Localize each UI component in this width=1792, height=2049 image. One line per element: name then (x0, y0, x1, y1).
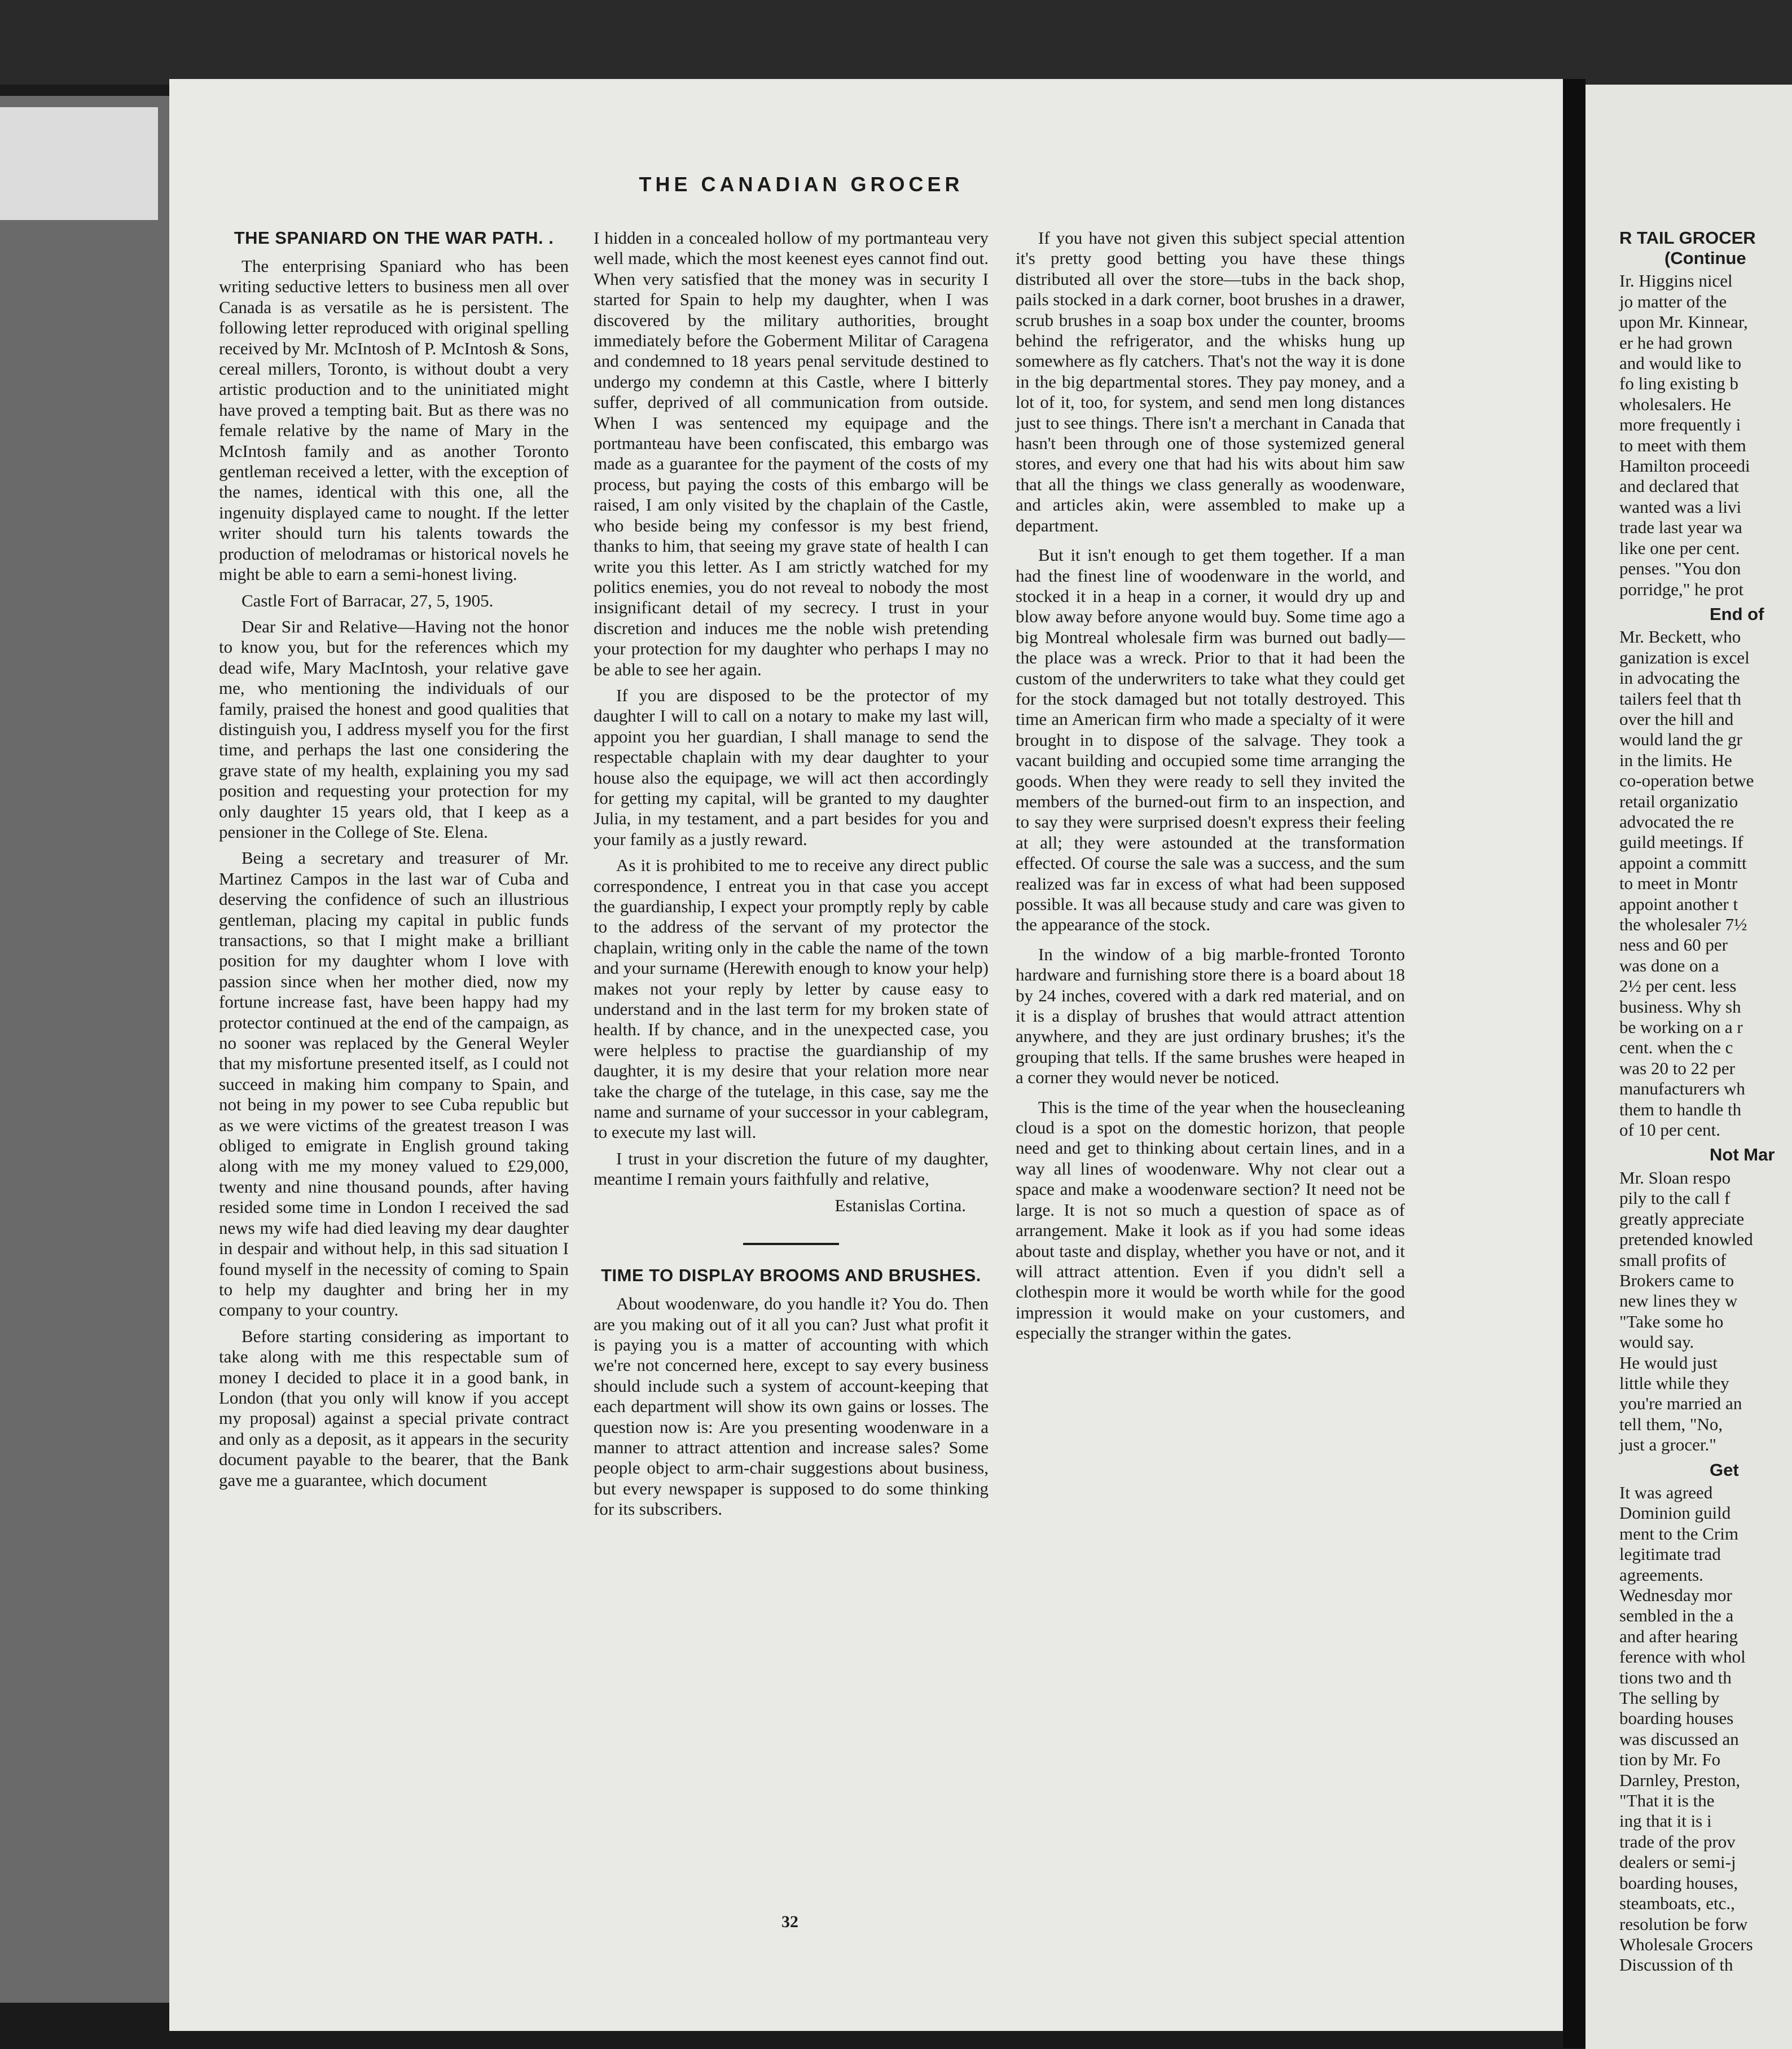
section-heading-not-married: Not Mar (1710, 1145, 1775, 1165)
right-page-text-line: was done on a (1619, 955, 1719, 975)
right-page-text-line: you're married an (1619, 1393, 1742, 1414)
right-page-text-line: wholesalers. He (1619, 394, 1731, 414)
right-page-text-line: agreements. (1619, 1564, 1703, 1585)
right-page-text-line: was discussed an (1619, 1729, 1739, 1749)
right-page-text-line: jo matter of the (1619, 291, 1727, 311)
right-page-text-line: "Take some ho (1619, 1311, 1724, 1331)
right-page-text-line: the wholesaler 7½ (1619, 914, 1747, 934)
right-page-text-line: ness and 60 per (1619, 935, 1728, 955)
brooms-article-title: TIME TO DISPLAY BROOMS AND BRUSHES. (601, 1265, 981, 1286)
brooms-paragraph-1: About woodenware, do you handle it? You do. Then are you making out of it all you can? Just what profit it is paying you is a matter of accounting with which we're not concerned here, except to say every business should include such a system of account-keeping that each department will show its own gains or losses. The question now is: Are you presenting woodenware in a manner to attract attention and increase sales? Some people object to arm-chair suggestions about business, but every newspaper is supposed to do some thinking for its subscribers. (594, 1294, 989, 1519)
right-page-text-line: was 20 to 22 per (1619, 1058, 1735, 1078)
letter-paragraph-4: If you are disposed to be the protector of my daughter I will to call on a notary to make my last will, appoint you her guardian, I shall manage to send the respectable chaplain with my dear daughter to your house also the equipage, we will act then accordingly for getting my capital, will be granted to my daughter Julia, in my testament, and a part besides for you and your family as a justly reward. (594, 685, 989, 849)
right-page-text-line: cent. when the c (1619, 1037, 1733, 1058)
right-page-text-line: just a grocer." (1619, 1435, 1716, 1455)
section-divider-rule (743, 1243, 839, 1245)
right-page-text-line: of 10 per cent. (1619, 1120, 1721, 1140)
right-page-text-line: fo ling existing b (1619, 373, 1738, 394)
brooms-paragraph-3: But it isn't enough to get them together. If a man had the finest line of woodenware in the world, and stocked it in a heap in a corner, it would dry up and blow away before anyone would buy. Some time ago a big Montreal wholesale firm was burned out badly—the place was a wreck. Prior to that it had been the custom of the underwriters to take what they could get for the stock damaged but not totally destroyed. This time an American firm who made a specialty of it were brought in to dispose of the salvage. They took a vacant building and occupied some time arranging the goods. When they were ready to sell they invited the members of the burned-out firm to an inspection, and to say they were surprised doesn't express their feeling at all; they were astounded at the transformation effected. Of course the sale was a success, and the sum realized was far in excess of what had been supposed possible. It was all because study and care was given to the appearance of the stock. (1016, 545, 1405, 935)
right-page-text-line: trade of the prov (1619, 1831, 1736, 1852)
right-text-block-a (1619, 271, 1792, 600)
right-page-text-line: Hamilton proceedi (1619, 456, 1750, 476)
page-edge-stack (0, 107, 158, 220)
right-page-text-line: tion by Mr. Fo (1619, 1749, 1721, 1770)
right-page-text-line: "That it is the (1619, 1791, 1715, 1811)
right-page-text-line: Brokers came to (1619, 1270, 1734, 1290)
section-heading-end: End of (1710, 604, 1764, 624)
right-page-text-line: tions two and th (1619, 1667, 1732, 1687)
right-page-text-line: The selling by (1619, 1688, 1720, 1708)
letter-dateline: Castle Fort of Barracar, 27, 5, 1905. (241, 590, 494, 610)
right-page-text-line: guild meetings. If (1619, 832, 1743, 852)
right-page-text-line: retail organizatio (1619, 791, 1738, 811)
right-page-text-line: boarding houses, (1619, 1872, 1738, 1893)
retail-grocer-subtitle: (Continue (1664, 248, 1746, 268)
right-page-text-line: greatly appreciate (1619, 1208, 1745, 1229)
spaniard-article-title: THE SPANIARD ON THE WAR PATH. . (234, 228, 554, 248)
right-page-text-line: tell them, "No, (1619, 1414, 1723, 1434)
right-text-block-c (1619, 1168, 1792, 1456)
right-page-text-line: 2½ per cent. less (1619, 976, 1737, 996)
right-page-text-line: ference with whol (1619, 1647, 1746, 1667)
brooms-paragraph-2: If you have not given this subject special attention it's pretty good betting you have these things distributed all over the store—tubs in the back shop, pails stocked in a dark corner, boot brushes in a drawer, scrub brushes in a soap box under the counter, brooms behind the refrigerator, and the whisks hung up somewhere as fly catchers. That's not the way it is done in the big departmental stores. They pay money, and a lot of it, too, for system, and send men long distances just to see things. There isn't a merchant in Canada that hasn't been through one of those systemized general stores, and every one that had his wits about him saw that all the things we class generally as woodenware, and articles akin, were assembled to make up a department. (1016, 228, 1405, 535)
right-page-text-line: new lines they w (1619, 1291, 1738, 1311)
right-page-text-line: more frequently i (1619, 415, 1741, 435)
right-text-block-b (1619, 627, 1792, 1140)
right-page-text-line: little while they (1619, 1373, 1729, 1393)
right-page-text-line: Dominion guild (1619, 1503, 1731, 1523)
letter-paragraph-1: Dear Sir and Relative—Having not the honor to know you, but for the references which my dead wife, Mary MacIntosh, your relative gave me, who mentioning the individuals of our family, praised the honest and good qualities that distinguish you, I address myself you for the first time, and perhaps the last one considering the grave state of my health, explaining you my sad position and requesting your protection for my only daughter 15 years old, that I keep as a pensioner in the College of Ste. Elena. (219, 616, 569, 842)
letter-paragraph-2: Being a secretary and treasurer of Mr. Martinez Campos in the last war of Cuba and deserving the confidence of such an illustrious gentleman, placing my capital in public funds transactions, so that I might make a brilliant position for my daughter whom I love with passion since when her mother died, now my fortune increase fast, have been happy had my protector continued at the end of the campaign, as no sooner was replaced by the General Weyler that my misfortune presented itself, as I could not succeed in making him company to Spain, and not being in my power to see Cuba republic but as we were victims of the greatest treason I was obliged to emigrate in English ground taking along with me my money valued to £29,000, twenty and nine thousand pounds, after having resided some time in London I received the sad news my wife had died leaving my dear daughter in despair and without help, in this sad situation I found myself in the necessity of coming to Spain to help my daughter and bring her in my company to your country. (219, 848, 569, 1320)
right-page-text-line: manufacturers wh (1619, 1079, 1745, 1099)
right-page-text-line: and declared that (1619, 476, 1739, 496)
right-page-text-line: in advocating the (1619, 668, 1740, 688)
right-page-text-line: to meet in Montr (1619, 873, 1738, 894)
right-page-text-line: to meet with them (1619, 435, 1746, 455)
spaniard-intro: The enterprising Spaniard who has been writing seductive letters to business men all over Canada is as versatile as he is persistent. The following letter reproduced with original spelling received by Mr. McIntosh of P. McIntosh & Sons, cereal millers, Toronto, is without doubt a very artistic production and to the uninitiated might have proved a tempting bait. But as there was no female relative by the name of Mary in the McIntosh family and as another Toronto gentleman received a letter, with the exception of the names, identical with this one, all the ingenuity displayed came to nought. If the letter writer should turn his talents towards the production of melodramas or historical novels he might be able to earn a semi-honest living. (219, 256, 569, 584)
right-page-text-line: upon Mr. Kinnear, (1619, 312, 1748, 332)
right-page-text-line: over the hill and (1619, 709, 1734, 729)
column-1 (219, 228, 569, 1490)
right-page-text-line: would say. (1619, 1332, 1694, 1352)
right-page-text-line: porridge," he prot (1619, 579, 1744, 599)
letter-closing: I trust in your discretion the future of my daughter, meantime I remain yours faithfully and relative, (594, 1148, 989, 1189)
right-page-text-line: It was agreed (1619, 1482, 1713, 1502)
retail-grocer-title: R TAIL GROCER (1619, 228, 1756, 248)
right-page-text-line: steamboats, etc., (1619, 1893, 1735, 1914)
book-binding-edge (0, 96, 169, 2003)
right-page-text-line: and after hearing (1619, 1626, 1738, 1646)
right-page-text-line: ment to the Crim (1619, 1523, 1738, 1544)
running-header: THE CANADIAN GROCER (639, 173, 964, 196)
right-page-text-line: er he had grown (1619, 332, 1733, 353)
right-page-text-line: dealers or semi-j (1619, 1852, 1736, 1872)
right-page-text-line: tailers feel that th (1619, 688, 1742, 709)
right-page-text-line: penses. "You don (1619, 559, 1741, 579)
right-page-text-line: appoint another t (1619, 894, 1738, 914)
brooms-paragraph-4: In the window of a big marble-fronted Toronto hardware and furnishing store there is a board about 18 by 24 inches, covered with a dark red material, and on it is a display of brushes that would attract attention anywhere, and they are just ordinary brushes; it's the grouping that tells. If the same brushes were heaped in a corner they would never be noticed. (1016, 944, 1405, 1088)
right-page-text-line: ganization is excel (1619, 647, 1750, 667)
section-heading-get: Get (1710, 1459, 1739, 1480)
right-page-text-line: appoint a committ (1619, 852, 1747, 873)
right-page-text-line: and would like to (1619, 353, 1742, 373)
letter-paragraph-3: Before starting considering as important to take along with me this respectable sum of money I decided to place it in a good bank, in London (that you only will know if you accept my proposal) against a special private contract and only as a deposit, as it appears in the security document payable to the bearer, that the Bank gave me a guarantee, which document (219, 1326, 569, 1490)
right-text-block-d (1619, 1483, 1792, 1976)
right-page-text-line: advocated the re (1619, 811, 1734, 832)
right-page-text-line: trade last year wa (1619, 517, 1742, 538)
right-page-text-line: ing that it is i (1619, 1811, 1712, 1831)
right-page-text-line: small profits of (1619, 1250, 1727, 1270)
right-page-text-line: Wholesale Grocers (1619, 1934, 1753, 1954)
right-page-text-line: be working on a r (1619, 1017, 1743, 1037)
right-page-text-line: in the limits. He (1619, 750, 1732, 770)
right-page-text-line: boarding houses (1619, 1708, 1734, 1729)
right-page-text-line: would land the gr (1619, 729, 1742, 750)
right-page-text-line: resolution be forw (1619, 1914, 1748, 1934)
letter-paragraph-5: As it is prohibited to me to receive any direct public correspondence, I entreat you in that case you accept the guardianship, I expect your promptly reply by cable to the address of the servant of my protector the chaplain, writing only in the cable the name of the town and your surname (Herewith enough to know your help) makes not your reply by letter by cause easy to understand and in the last term for my broken state of health. If by chance, and in the unexpected case, you were helpless to practise the guardianship of my daughter, it is my desire that your relation more near take the charge of the tutelage, in this case, say me the name and surname of your successor in your cablegram, to execute my last will. (594, 855, 989, 1142)
right-page-text-line: Wednesday mor (1619, 1585, 1732, 1605)
brooms-paragraph-5: This is the time of the year when the housecleaning cloud is a spot on the domestic horizon, that people need and get to thinking about certain lines, and in a way all lines of woodenware. Why not clear out a space and make a woodenware section? It need not be large. It is not so much a question of space as of arrangement. Make it look as if you had some ideas about taste and display, whether you have or not, and it will attract attention. Even if you didn't sell a clothespin more it would be worth while for the good impression it would make on your customers, and especially the stranger within the gates. (1016, 1097, 1405, 1343)
right-page-text-line: them to handle th (1619, 1099, 1742, 1119)
page-gutter (1563, 79, 1585, 2048)
right-page-text-line: Mr. Sloan respo (1619, 1167, 1731, 1188)
right-page-text-line: pretended knowled (1619, 1229, 1753, 1250)
column-2 (594, 228, 989, 1520)
page-number: 32 (781, 1912, 798, 1931)
right-page-text-line: Mr. Beckett, who (1619, 627, 1741, 647)
right-page-text-line: Darnley, Preston, (1619, 1770, 1741, 1790)
right-page-text-line: Discussion of th (1619, 1955, 1733, 1975)
letter-signature: Estanislas Cortina. (834, 1195, 966, 1215)
right-page-text-line: business. Why sh (1619, 996, 1741, 1017)
right-page-column (1619, 228, 1792, 1976)
right-page-text-line: legitimate trad (1619, 1544, 1721, 1564)
right-page-text-line: co-operation betwe (1619, 771, 1754, 791)
right-page-text-line: Ir. Higgins nicel (1619, 271, 1733, 291)
letter-paragraph-3-continued: I hidden in a concealed hollow of my portmanteau very well made, which the most keenest eyes cannot find out. When very satisfied that the money was in security I started for Spain to help my daughter, when I was discovered by the military authorities, brought immediately before the Goberment Militar of Caragena and condemned to 18 years penal servitude destined to undergo my condemn at this Castle, where I bitterly suffer, deprived of all communication from outside. When I was sentenced my equipage and the portmanteau have been confiscated, this embargo was made as a guarantee for the payment of the costs of my process, but paying the costs of this embargo will be raised, I am only visited by the chaplain of the Castle, who beside being my confessor is my best friend, thanks to him, that seeing my grave state of health I can write you this letter. As I am strictly watched for my politics enemies, you do not reveal to nobody the most insignificant detail of my secrecy. I trust in your discretion and induces me the noble wish pretending your protection for my daughter who perhaps I may no be able to see her again. (594, 228, 989, 679)
column-3 (1016, 228, 1405, 1344)
scanner-background-top (0, 0, 1792, 85)
right-page-text-line: sembled in the a (1619, 1606, 1734, 1626)
right-page-text-line: like one per cent. (1619, 538, 1740, 558)
right-page-text-line: He would just (1619, 1352, 1718, 1373)
right-page-text-line: pily to the call f (1619, 1188, 1730, 1208)
right-page-text-line: wanted was a livi (1619, 496, 1742, 517)
